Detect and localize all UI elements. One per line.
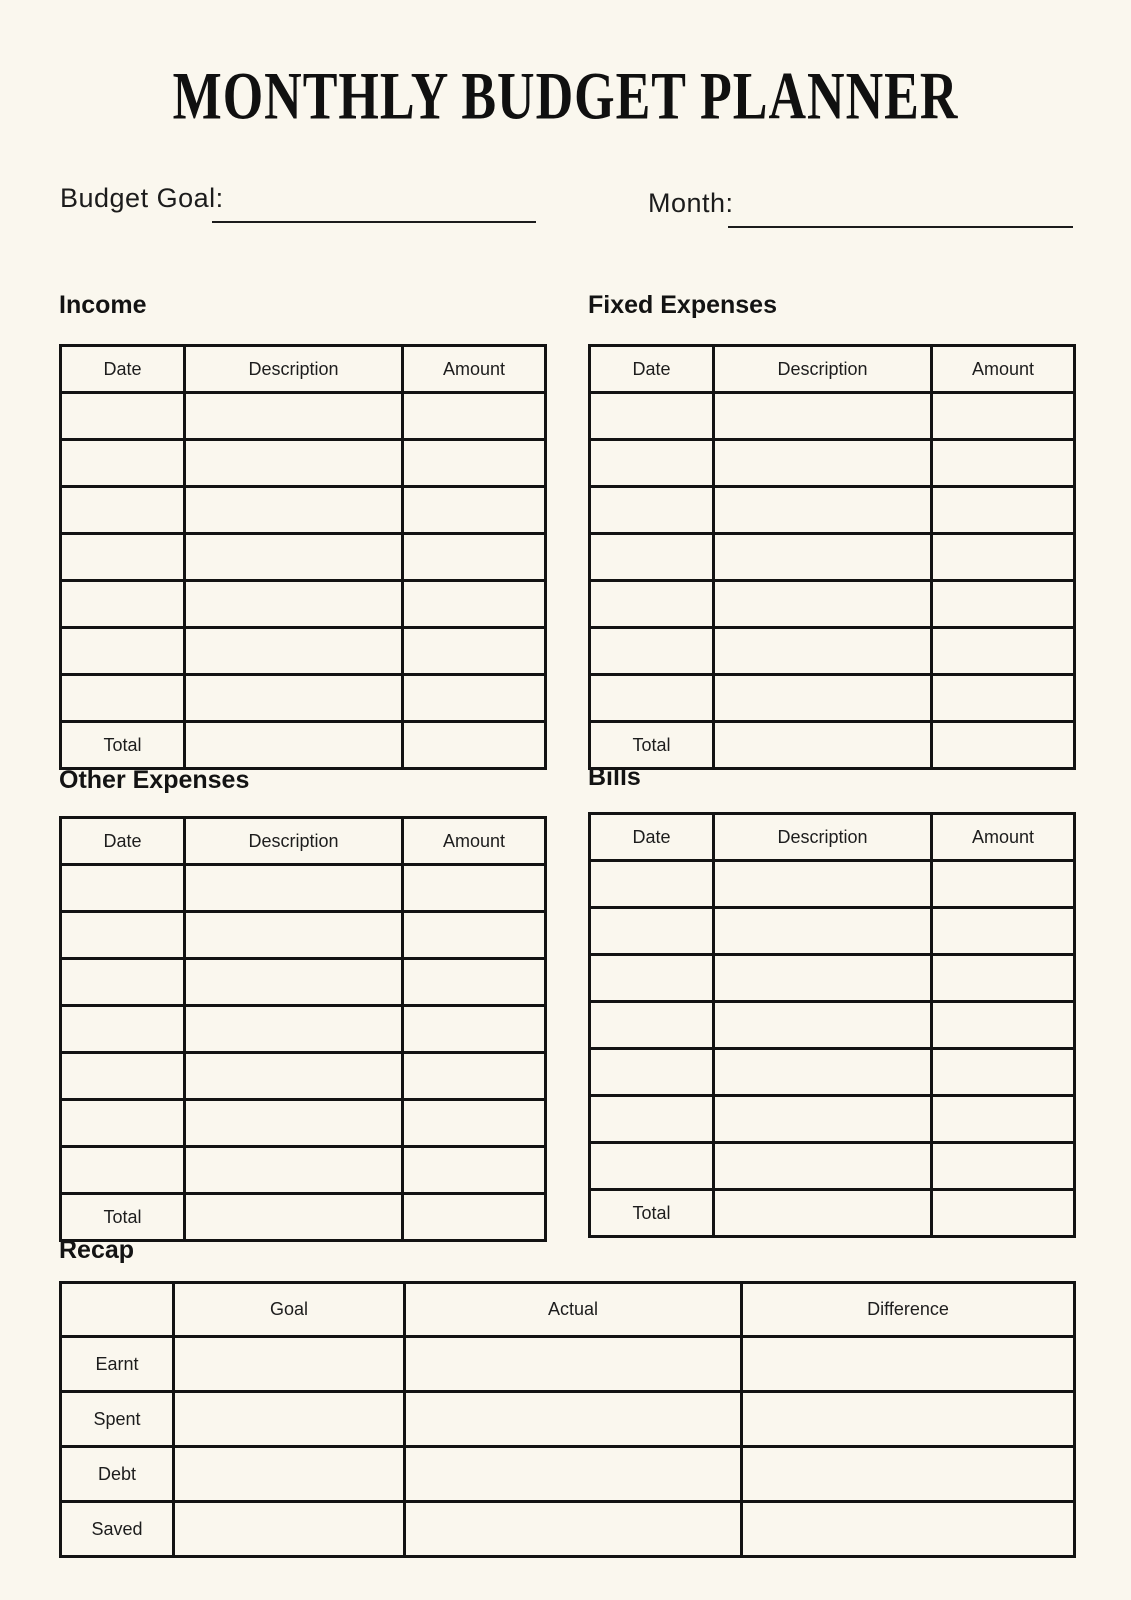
amount-cell — [932, 534, 1075, 581]
table-row — [590, 1049, 1075, 1096]
column-header: Date — [61, 818, 185, 865]
column-header: Date — [590, 346, 714, 393]
recap-row-label: Spent — [61, 1392, 174, 1447]
page-title: MONTHLY BUDGET PLANNER — [172, 60, 959, 135]
table-row — [590, 675, 1075, 722]
recap-row-spent — [61, 1392, 1075, 1447]
description-cell — [185, 675, 403, 722]
column-header: Amount — [932, 814, 1075, 861]
date-cell — [61, 1006, 185, 1053]
table-row — [61, 487, 546, 534]
recap-table — [59, 1281, 1076, 1558]
table-row — [590, 487, 1075, 534]
description-cell — [714, 1096, 932, 1143]
column-header-row — [61, 346, 546, 393]
total-row — [61, 1194, 546, 1241]
amount-cell — [932, 1143, 1075, 1190]
table-row — [61, 1100, 546, 1147]
table-row — [61, 675, 546, 722]
date-cell — [61, 487, 185, 534]
table-row — [61, 1006, 546, 1053]
recap-goal-cell — [174, 1392, 405, 1447]
recap-difference-cell — [742, 1392, 1075, 1447]
table-row — [61, 628, 546, 675]
recap-actual-cell — [405, 1392, 742, 1447]
table-row — [590, 393, 1075, 440]
column-header: Date — [61, 346, 185, 393]
total-label-cell: Total — [590, 722, 714, 769]
other-expenses-table — [59, 816, 547, 1242]
table-row — [61, 959, 546, 1006]
amount-cell — [403, 581, 546, 628]
amount-cell — [932, 908, 1075, 955]
column-header: Description — [714, 814, 932, 861]
date-cell — [61, 675, 185, 722]
description-cell — [714, 1143, 932, 1190]
amount-cell — [403, 1053, 546, 1100]
description-cell — [185, 581, 403, 628]
amount-cell — [932, 1049, 1075, 1096]
recap-row-saved — [61, 1502, 1075, 1557]
recap-goal-cell — [174, 1502, 405, 1557]
table-row — [590, 440, 1075, 487]
amount-cell — [932, 955, 1075, 1002]
description-cell — [185, 959, 403, 1006]
table-row — [590, 534, 1075, 581]
amount-cell — [932, 1096, 1075, 1143]
amount-cell — [932, 393, 1075, 440]
description-cell — [714, 440, 932, 487]
table-row — [590, 1143, 1075, 1190]
description-cell — [185, 912, 403, 959]
date-cell — [61, 1100, 185, 1147]
total-amount-cell — [403, 722, 546, 769]
amount-cell — [932, 487, 1075, 534]
recap-column-header-goal: Goal — [174, 1283, 405, 1337]
amount-cell — [403, 1100, 546, 1147]
amount-cell — [932, 1002, 1075, 1049]
date-cell — [590, 1049, 714, 1096]
total-amount-cell — [932, 722, 1075, 769]
date-cell — [590, 1096, 714, 1143]
table-row — [61, 1053, 546, 1100]
recap-row-label: Debt — [61, 1447, 174, 1502]
date-cell — [590, 861, 714, 908]
date-cell — [61, 912, 185, 959]
section-heading-other-expenses: Other Expenses — [59, 766, 250, 794]
column-header: Amount — [932, 346, 1075, 393]
amount-cell — [403, 1147, 546, 1194]
description-cell — [714, 534, 932, 581]
description-cell — [185, 440, 403, 487]
amount-cell — [403, 393, 546, 440]
date-cell — [590, 1002, 714, 1049]
month-field-line — [728, 226, 1073, 228]
description-cell — [714, 908, 932, 955]
recap-row-label: Saved — [61, 1502, 174, 1557]
table-row — [590, 581, 1075, 628]
date-cell — [590, 487, 714, 534]
amount-cell — [403, 912, 546, 959]
table-row — [590, 1096, 1075, 1143]
column-header: Amount — [403, 818, 546, 865]
recap-actual-cell — [405, 1337, 742, 1392]
total-description-cell — [185, 1194, 403, 1241]
amount-cell — [932, 675, 1075, 722]
recap-column-header-actual: Actual — [405, 1283, 742, 1337]
recap-column-header-difference: Difference — [742, 1283, 1075, 1337]
description-cell — [185, 487, 403, 534]
total-row — [590, 722, 1075, 769]
date-cell — [590, 628, 714, 675]
recap-difference-cell — [742, 1502, 1075, 1557]
date-cell — [590, 581, 714, 628]
table-row — [590, 861, 1075, 908]
total-description-cell — [714, 1190, 932, 1237]
description-cell — [714, 581, 932, 628]
recap-goal-cell — [174, 1337, 405, 1392]
total-description-cell — [185, 722, 403, 769]
amount-cell — [403, 628, 546, 675]
table-row — [590, 955, 1075, 1002]
amount-cell — [403, 487, 546, 534]
description-cell — [714, 675, 932, 722]
total-row — [590, 1190, 1075, 1237]
total-label-cell: Total — [61, 1194, 185, 1241]
table-row — [590, 908, 1075, 955]
recap-header-row — [61, 1283, 1075, 1337]
date-cell — [590, 393, 714, 440]
table-row — [61, 440, 546, 487]
amount-cell — [403, 865, 546, 912]
total-description-cell — [714, 722, 932, 769]
date-cell — [590, 908, 714, 955]
description-cell — [714, 955, 932, 1002]
description-cell — [185, 1100, 403, 1147]
month-label: Month: — [648, 188, 734, 218]
column-header: Date — [590, 814, 714, 861]
amount-cell — [932, 628, 1075, 675]
total-row — [61, 722, 546, 769]
total-label-cell: Total — [590, 1190, 714, 1237]
table-row — [61, 581, 546, 628]
date-cell — [61, 581, 185, 628]
description-cell — [185, 1147, 403, 1194]
table-row — [61, 534, 546, 581]
date-cell — [61, 959, 185, 1006]
recap-actual-cell — [405, 1447, 742, 1502]
recap-row-label: Earnt — [61, 1337, 174, 1392]
date-cell — [590, 440, 714, 487]
table-row — [590, 1002, 1075, 1049]
recap-corner-cell — [61, 1283, 174, 1337]
date-cell — [590, 534, 714, 581]
date-cell — [61, 393, 185, 440]
column-header-row — [590, 814, 1075, 861]
income-table — [59, 344, 547, 770]
budget-goal-label: Budget Goal: — [60, 183, 224, 213]
column-header: Description — [714, 346, 932, 393]
amount-cell — [403, 440, 546, 487]
total-amount-cell — [403, 1194, 546, 1241]
total-label-cell: Total — [61, 722, 185, 769]
date-cell — [61, 440, 185, 487]
description-cell — [185, 1006, 403, 1053]
section-heading-bills: Bills — [588, 763, 641, 791]
amount-cell — [403, 675, 546, 722]
recap-difference-cell — [742, 1337, 1075, 1392]
table-row — [61, 393, 546, 440]
amount-cell — [932, 440, 1075, 487]
description-cell — [714, 861, 932, 908]
date-cell — [61, 865, 185, 912]
column-header-row — [590, 346, 1075, 393]
date-cell — [61, 534, 185, 581]
recap-row-earnt — [61, 1337, 1075, 1392]
description-cell — [185, 628, 403, 675]
date-cell — [590, 675, 714, 722]
description-cell — [185, 534, 403, 581]
section-heading-fixed-expenses: Fixed Expenses — [588, 291, 777, 319]
description-cell — [714, 628, 932, 675]
table-row — [61, 1147, 546, 1194]
description-cell — [714, 1049, 932, 1096]
date-cell — [61, 628, 185, 675]
section-heading-recap: Recap — [59, 1236, 135, 1264]
description-cell — [185, 865, 403, 912]
recap-goal-cell — [174, 1447, 405, 1502]
date-cell — [61, 1147, 185, 1194]
fixed-expenses-table — [588, 344, 1076, 770]
description-cell — [714, 393, 932, 440]
amount-cell — [932, 581, 1075, 628]
column-header-row — [61, 818, 546, 865]
amount-cell — [403, 1006, 546, 1053]
recap-row-debt — [61, 1447, 1075, 1502]
date-cell — [590, 955, 714, 1002]
amount-cell — [403, 959, 546, 1006]
description-cell — [714, 1002, 932, 1049]
recap-difference-cell — [742, 1447, 1075, 1502]
table-row — [590, 628, 1075, 675]
table-row — [61, 912, 546, 959]
amount-cell — [932, 861, 1075, 908]
bills-table — [588, 812, 1076, 1238]
column-header: Description — [185, 818, 403, 865]
description-cell — [185, 1053, 403, 1100]
table-row — [61, 865, 546, 912]
section-heading-income: Income — [59, 291, 147, 319]
recap-actual-cell — [405, 1502, 742, 1557]
description-cell — [185, 393, 403, 440]
total-amount-cell — [932, 1190, 1075, 1237]
column-header: Description — [185, 346, 403, 393]
date-cell — [61, 1053, 185, 1100]
amount-cell — [403, 534, 546, 581]
budget-goal-field-line — [212, 221, 536, 223]
column-header: Amount — [403, 346, 546, 393]
date-cell — [590, 1143, 714, 1190]
description-cell — [714, 487, 932, 534]
